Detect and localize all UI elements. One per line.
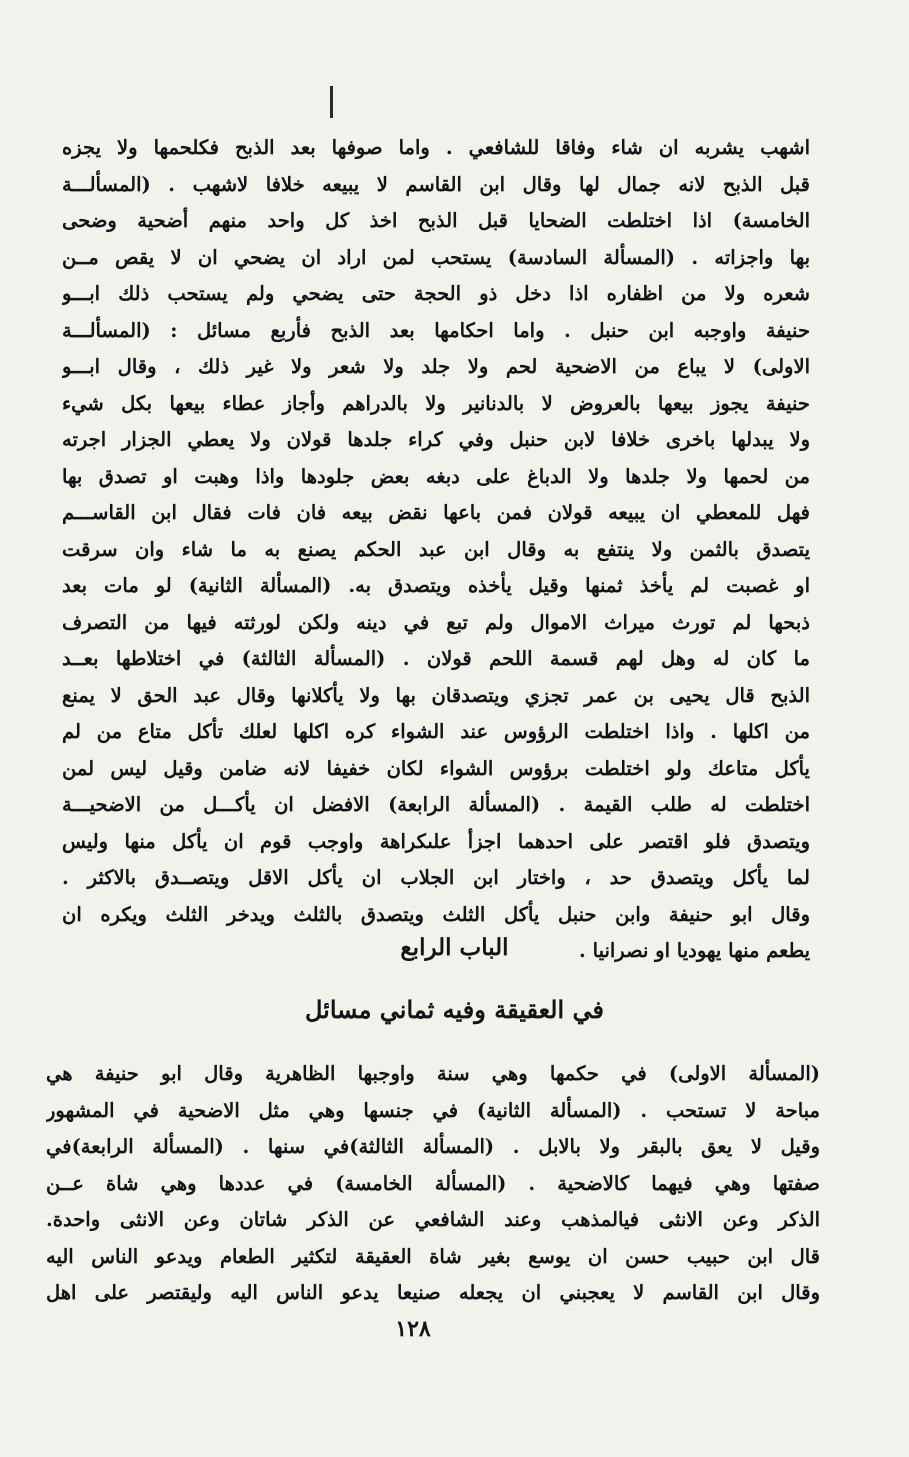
text-line: وقال ابن القاسم لا يعجبني ان يجعله صنيعا يدعو الناس اليه وليقتصر على اهل xyxy=(46,1281,820,1304)
text-line: اشهب يشربه ان شاء وفاقا للشافعي . واما صوفها بعد الذبح فكلحمها ولا يجزه xyxy=(62,136,810,159)
text-line: (المسألة الاولى) في حكمها وهي سنة واوجبها الظاهرية وقال ابو حنيفة هي xyxy=(46,1062,820,1085)
text-line: يأكل متاعك ولو اختلطت برؤوس الشواء لكان خفيفا لانه ضامن وقيل ليس لمن xyxy=(62,756,810,780)
text-line: شعره ولا من اظفاره اذا دخل ذو الحجة حتى يضحي ولم يستحب ذلك ابـــو xyxy=(62,282,810,305)
text-line: مباحة لا تستحب . (المسألة الثانية) في جنسها وهي مثل الاضحية في المشهور xyxy=(46,1098,820,1122)
text-line: من لحمها ولا جلدها ولا الدباغ على دبغه بعض جلودها واذا وهبت او تصدق بها xyxy=(62,464,810,488)
text-line: وقال ابو حنيفة وابن حنبل يأكل الثلث ويتصدق بالثلث ويدخر الثلث ويكره ان xyxy=(62,902,810,926)
text-line: الذبح قال يحيى بن عمر تجزي ويتصدقان بها ولا يأكلانها وقال عبد الحق لا يمنع xyxy=(62,683,810,707)
text-line: يتصدق بالثمن ولا ينتفع به وقال ابن عبد الحكم يصنع به ما شاء وان سرقت xyxy=(62,537,810,561)
scan-mark xyxy=(330,86,333,118)
text-line: ويتصدق فلو اقتصر على احدهما اجزأ علىكراهة واوجب قوم ان يأكل منها وليس xyxy=(62,829,810,853)
text-line: حنيفة واوجبه ابن حنبل . واما احكامها بعد الذبح فأربع مسائل : (المسألـــة xyxy=(62,318,810,342)
text-line: صفتها وهي فيهما كالاضحية . (المسألة الخامسة) في عددها وهي شاة عــن xyxy=(46,1171,820,1195)
text-line: من اكلها . واذا اختلطت الرؤوس عند الشواء كره اكلها لعلك تأكل متاع من لم xyxy=(62,720,810,743)
text-line: ولا يبدلها باخرى خلافا لابن حنبل وفي كراء جلدها قولان ولا يعطي الجزار اجرته xyxy=(62,428,810,451)
section-paragraph xyxy=(46,1056,820,1312)
text-line: الاولى) لا يباع من الاضحية لحم ولا جلد ولا شعر ولا غير ذلك ، وقال ابـــو xyxy=(62,355,810,378)
text-line: الذكر وعن الانثى فيالمذهب وعند الشافعي عن الذكر شاتان وعن الانثى واحدة. xyxy=(46,1208,820,1231)
text-line: حنيفة يجوز بيعها بالعروض لا بالدنانير ولا بالدراهم وأجاز عطاء بيعها بكل شيء xyxy=(62,391,810,415)
chapter-subheading: في العقيقة وفيه ثماني مسائل xyxy=(304,995,604,1024)
text-line: قال ابن حبيب حسن ان يوسع بغير شاة العقيقة لتكثير الطعام ويدعو الناس اليه xyxy=(46,1244,820,1268)
body-paragraph xyxy=(62,130,810,970)
text-line: ذبحها لم تورث ميراث الاموال ولم تبع في دينه ولكن لورثته فيها من التصرف xyxy=(62,610,810,634)
text-line: اختلطت له طلب القيمة . (المسألة الرابعة) الافضل ان يأكـــل من الاضحيـــة xyxy=(62,793,810,816)
text-line: الخامسة) اذا اختلطت الضحايا قبل الذبح اخذ كل واحد منهم أضحية وضحى xyxy=(62,209,810,232)
text-line: لما يأكل ويتصدق حد ، واختار ابن الجلاب ان يأكل الاقل ويتصــدق بالاكثر . xyxy=(62,866,810,889)
text-line: بها واجزاته . (المسألة السادسة) يستحب لمن اراد ان يضحي ان لا يقص مــن xyxy=(62,245,810,269)
text-line: فهل للمعطي ان يبيعه قولان فمن باعها نقض بيعه فان فات فقال ابن القاســـم xyxy=(62,501,810,524)
text-line: يطعم منها يهوديا او نصرانيا . xyxy=(579,939,810,962)
text-line: وقيل لا يعق بالبقر ولا بالابل . (المسألة الثالثة)في سنها . (المسألة الرابعة)في xyxy=(46,1135,820,1158)
text-line: او غصبت لم يأخذ ثمنها وقيل يأخذه ويتصدق به. (المسألة الثانية) لو مات بعد xyxy=(62,574,810,597)
text-line: ما كان له وهل لهم قسمة اللحم قولان . (المسألة الثالثة) في اختلاطها بعــد xyxy=(62,647,810,670)
text-line: قبل الذبح لانه جمال لها وقال ابن القاسم لا يبيعه خلافا لاشهب . (المسألـــة xyxy=(62,172,810,196)
page-number: ١٢٨ xyxy=(395,1316,431,1342)
chapter-heading: الباب الرابع xyxy=(400,934,509,961)
